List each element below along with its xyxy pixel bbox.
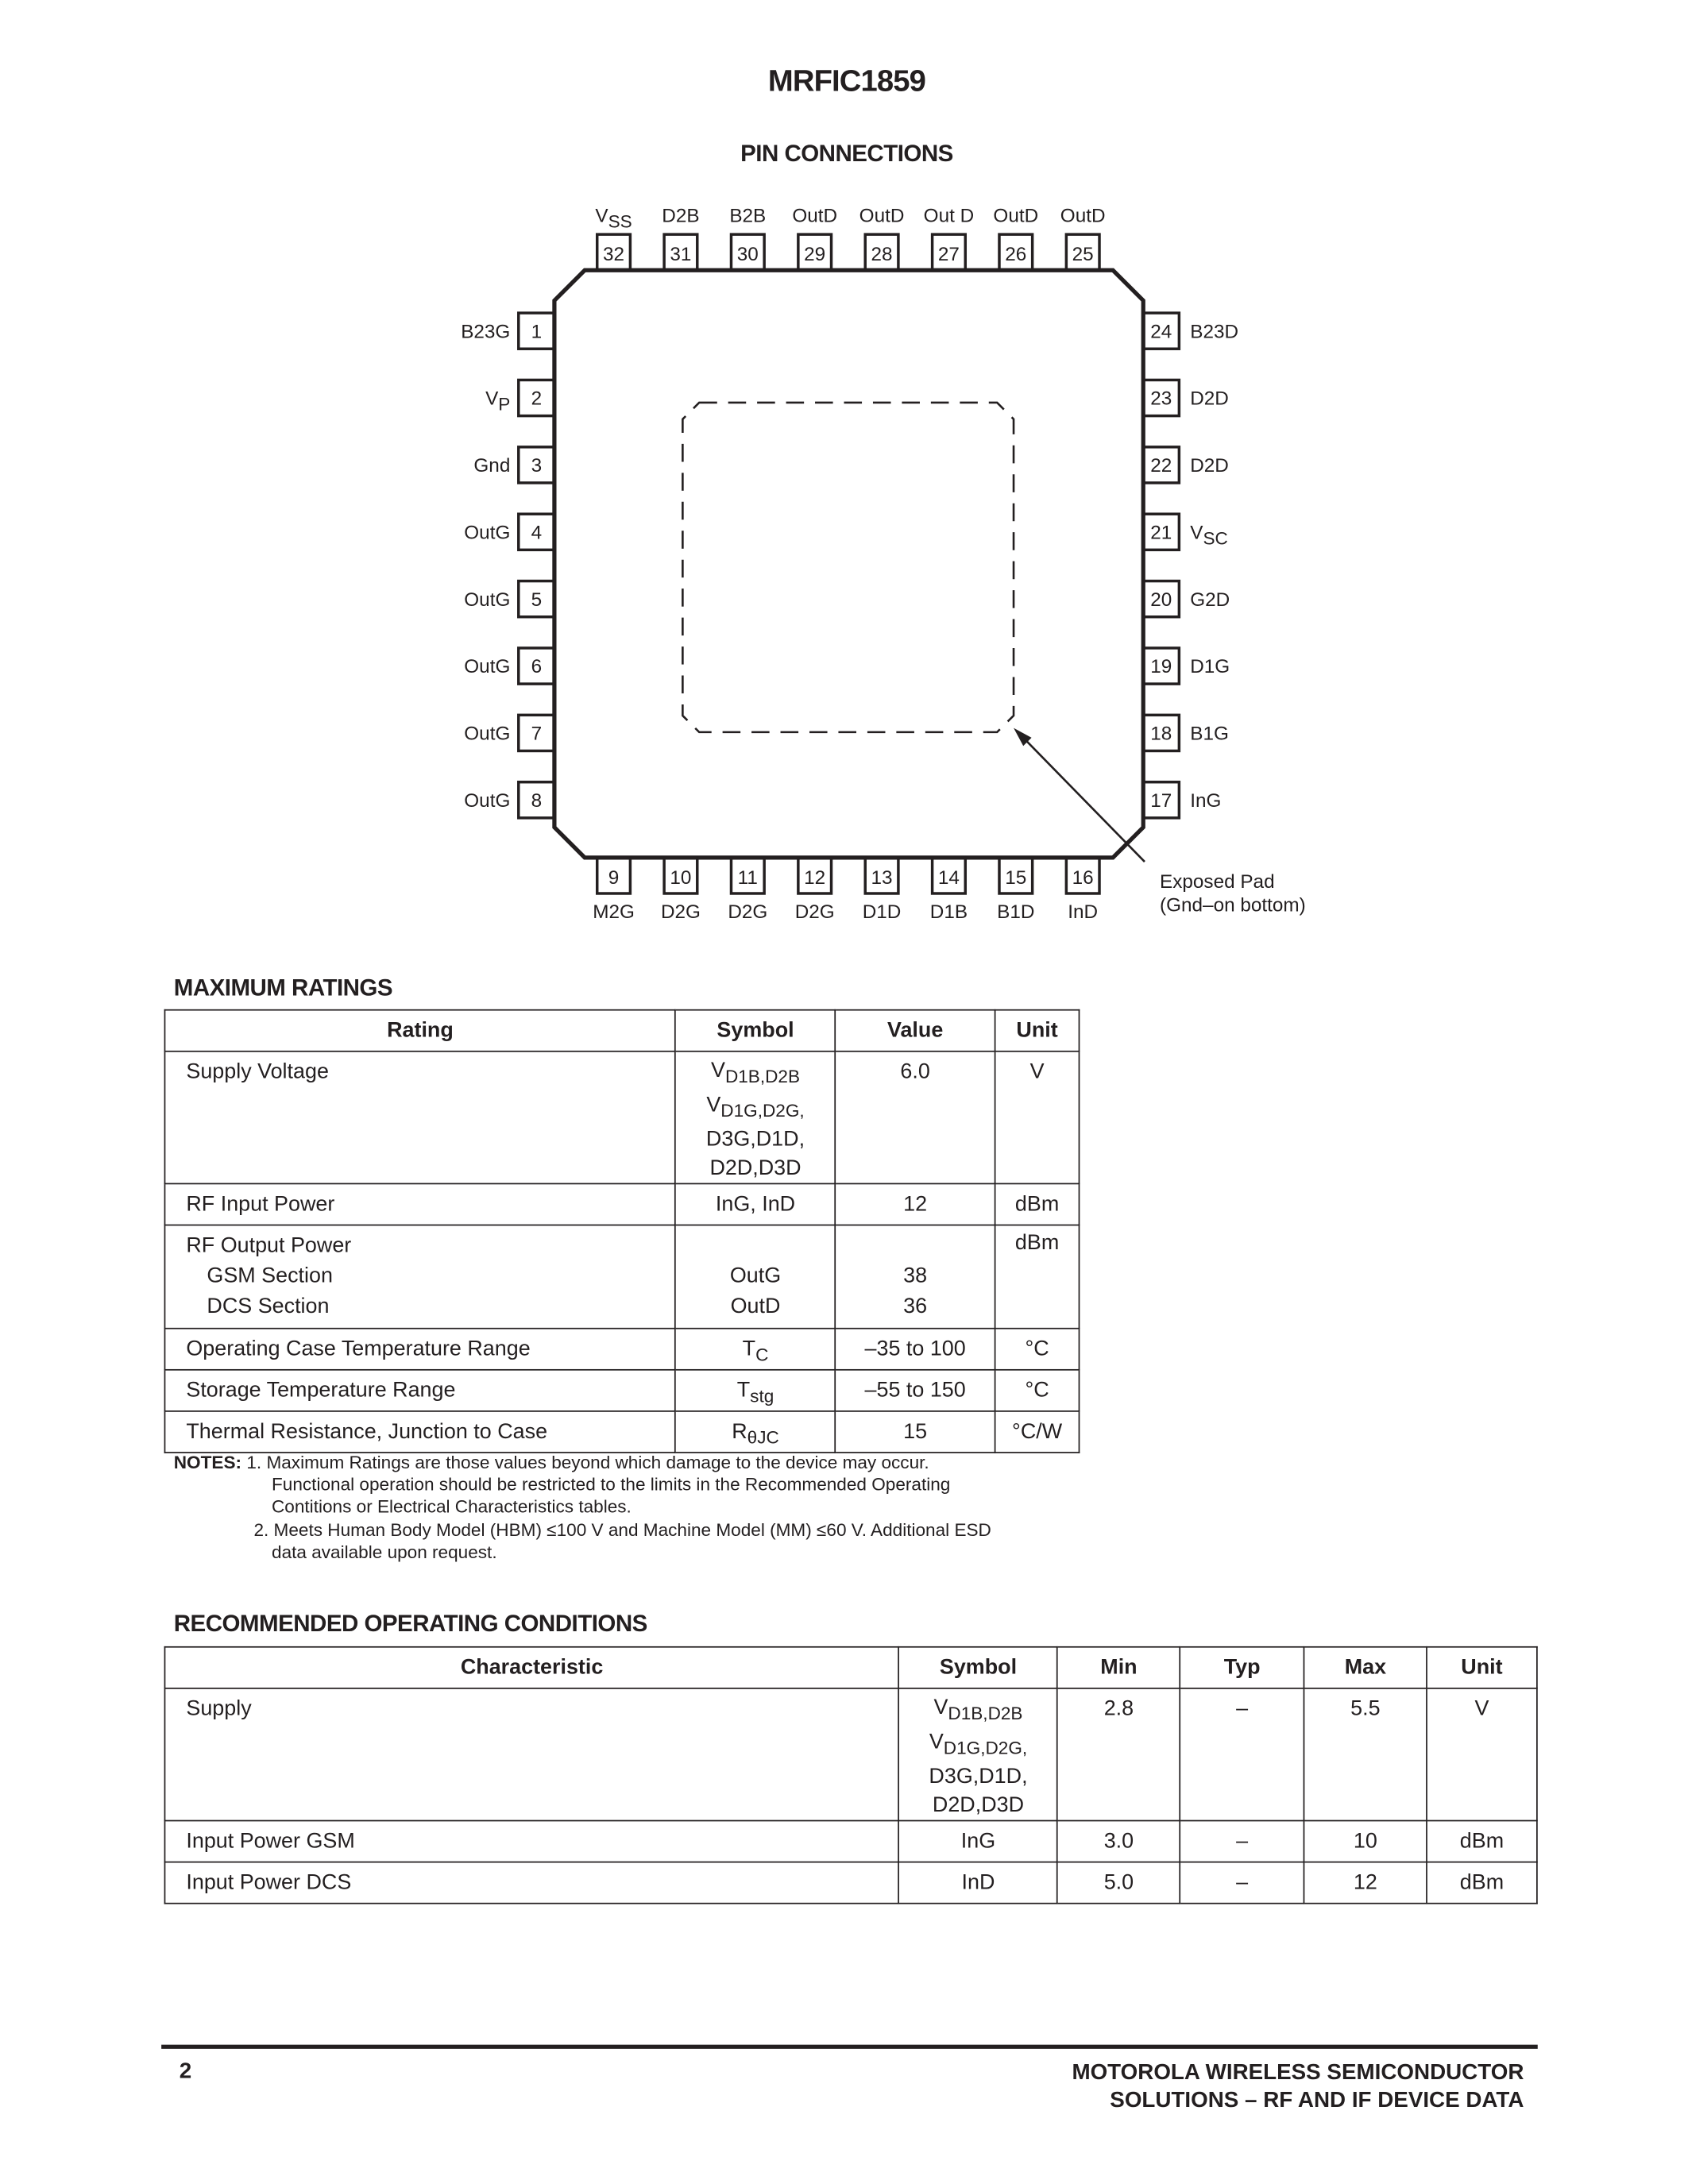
symbol-cont: D2D,D3D (709, 1156, 802, 1181)
pin-21 (1143, 514, 1228, 550)
pin-24 (1143, 313, 1238, 349)
value-cell: 15 (836, 1411, 995, 1453)
pin-number: 13 (871, 866, 893, 889)
pin-name: B2B (729, 205, 767, 227)
symbol-cell: InD (899, 1862, 1058, 1904)
symbol: OutD (730, 1295, 781, 1318)
pin-number: 1 (531, 321, 543, 343)
value: 36 (903, 1295, 928, 1318)
pin-16 (1066, 858, 1099, 923)
pin-number: 31 (670, 244, 692, 266)
symbol-cell (899, 1688, 1058, 1821)
typ-cell: – (1180, 1688, 1304, 1821)
col-header: Typ (1180, 1647, 1304, 1688)
pin-name: M2G (593, 901, 635, 924)
pin-name: D2G (794, 901, 835, 924)
col-header: Min (1057, 1647, 1180, 1688)
char-cell: Input Power GSM (164, 1821, 898, 1862)
pin-25 (1060, 206, 1106, 271)
symbol-cell (675, 1411, 835, 1453)
pin-number: 10 (670, 866, 692, 889)
pin-18 (1143, 715, 1229, 751)
pin-20 (1143, 581, 1230, 617)
pin-name: InG (1190, 789, 1222, 812)
pin-15 (997, 858, 1034, 923)
note-text: Maximum Ratings are those values beyond which damage to the device may occur. (266, 1452, 929, 1473)
symbol-sub: D1B,D2B (948, 1703, 1023, 1724)
unit-cell: °C (995, 1370, 1080, 1411)
pin-3 (473, 447, 554, 483)
pin-19 (1143, 648, 1230, 684)
min-cell: 5.0 (1057, 1862, 1180, 1904)
col-header: Value (836, 1010, 995, 1051)
pin-number: 17 (1150, 789, 1172, 812)
table-row (164, 1821, 1536, 1862)
pin-name: Gnd (473, 455, 511, 477)
footer-line: MOTOROLA WIRELESS SEMICONDUCTOR (1072, 2061, 1524, 2085)
pin-13 (863, 858, 902, 923)
rating-cell: RF Input Power (164, 1183, 675, 1225)
dcs-label: DCS Section (207, 1295, 330, 1318)
char-cell: Input Power DCS (164, 1862, 898, 1904)
col-header: Symbol (899, 1647, 1058, 1688)
table-row (164, 1329, 1079, 1370)
typ-cell: – (1180, 1862, 1304, 1904)
pin-number: 19 (1150, 656, 1172, 678)
symbol-cell: InG, InD (675, 1183, 835, 1225)
part-number-title: MRFIC1859 (767, 63, 926, 98)
col-header: Rating (164, 1010, 675, 1051)
note-number: 1. (246, 1452, 262, 1473)
pin-name: D2D (1190, 388, 1229, 410)
pin-29 (792, 206, 837, 271)
pin-number: 26 (1005, 244, 1027, 266)
symbol: T (736, 1379, 751, 1403)
pin-number: 20 (1150, 588, 1172, 611)
table-header-row (164, 1010, 1079, 1051)
unit-cell: dBm (1427, 1821, 1537, 1862)
pin-6 (464, 648, 554, 684)
symbol: OutG (729, 1264, 782, 1288)
unit-cell: V (1427, 1688, 1537, 1821)
pin-name: D1B (929, 901, 968, 924)
pin-12 (795, 858, 835, 923)
pin-number: 3 (531, 455, 543, 477)
pin-32 (595, 206, 632, 271)
exposed-pad-outline (682, 403, 1014, 732)
pin-name: VP (485, 388, 511, 415)
pin-4 (464, 514, 554, 550)
table-row (164, 1862, 1536, 1904)
pin-number: 21 (1150, 522, 1172, 544)
pin-number: 16 (1072, 866, 1094, 889)
symbol: V (933, 1696, 948, 1719)
pin-9 (593, 858, 635, 923)
symbol-cell (675, 1051, 835, 1184)
max-ratings-title: MAXIMUM RATINGS (173, 974, 393, 1001)
note-text: data available upon request. (272, 1541, 497, 1562)
note-number: 2. (253, 1518, 269, 1540)
pin-number: 8 (531, 789, 543, 812)
symbol-cell (675, 1329, 835, 1370)
notes (174, 1452, 991, 1564)
pin-number: 11 (737, 866, 758, 889)
pin-number: 30 (736, 244, 759, 266)
unit-cell: dBm (995, 1183, 1080, 1225)
pin-number: 24 (1150, 321, 1172, 343)
max-cell: 5.5 (1304, 1688, 1427, 1821)
col-header: Unit (1427, 1647, 1537, 1688)
pin-name: B23G (461, 321, 511, 343)
pin-name: B1G (1190, 723, 1229, 745)
pin-11 (728, 858, 767, 923)
symbol-cont: D2D,D3D (932, 1793, 1025, 1818)
footer-text (1072, 2060, 1524, 2115)
max-cell: 12 (1304, 1862, 1427, 1904)
pin-number: 18 (1150, 723, 1172, 745)
symbol-sub: θJC (747, 1426, 779, 1448)
unit-cell: °C/W (995, 1411, 1080, 1453)
pin-name: InD (1068, 901, 1099, 924)
table-header-row (164, 1647, 1536, 1688)
footer-rule (161, 2045, 1538, 2049)
symbol-cont: D3G,D1D, (705, 1128, 805, 1152)
value-cell: 6.0 (836, 1051, 995, 1184)
table-row (164, 1370, 1079, 1411)
pin-number: 14 (937, 866, 960, 889)
table-row (164, 1225, 1079, 1329)
exposed-pad-label: Exposed Pad (1160, 871, 1275, 893)
rating-cell: Storage Temperature Range (164, 1370, 675, 1411)
rating-cell: Operating Case Temperature Range (164, 1329, 675, 1370)
pin-number: 22 (1150, 455, 1172, 477)
pin-name: OutG (464, 522, 511, 544)
symbol-sub: C (755, 1344, 769, 1365)
value: 38 (903, 1264, 928, 1288)
pin-name: OutG (464, 789, 511, 812)
value-cell: 12 (836, 1183, 995, 1225)
min-cell: 2.8 (1057, 1688, 1180, 1821)
pin-name: D2G (728, 901, 768, 924)
pin-number: 5 (531, 588, 543, 611)
symbol-sub: D1G,D2G, (720, 1100, 805, 1121)
symbol: T (742, 1337, 756, 1361)
symbol-sub: D1B,D2B (724, 1066, 801, 1087)
pin-name: VSC (1190, 522, 1228, 549)
footer-line: SOLUTIONS – RF AND IF DEVICE DATA (1110, 2089, 1524, 2113)
pin-number: 7 (531, 723, 543, 745)
symbol: V (710, 1059, 725, 1082)
pin-2 (485, 380, 554, 415)
pin-name: D2B (662, 205, 700, 227)
pin-number: 6 (531, 656, 543, 678)
pin-name: OutG (464, 588, 511, 611)
max-cell: 10 (1304, 1821, 1427, 1862)
pin-name: G2D (1190, 588, 1230, 611)
pin-name: Out D (923, 205, 975, 227)
pin-14 (930, 858, 968, 923)
notes-label: NOTES: (173, 1452, 242, 1473)
pin-number: 27 (937, 244, 960, 266)
pin-number: 28 (871, 244, 893, 266)
symbol-cell: InG (899, 1821, 1058, 1862)
pin-number: 12 (804, 866, 826, 889)
symbol: V (706, 1093, 721, 1117)
pin-number: 9 (608, 866, 620, 889)
symbol-cell (675, 1370, 835, 1411)
rating-cell (164, 1225, 675, 1329)
exposed-pad-note: (Gnd–on bottom) (1160, 894, 1306, 916)
pin-7 (464, 715, 554, 751)
pin-5 (464, 581, 554, 617)
symbol-sub: stg (750, 1385, 774, 1406)
pin-number: 23 (1150, 388, 1172, 410)
table-row (164, 1411, 1079, 1453)
pin-27 (924, 206, 974, 271)
pin-1 (461, 313, 554, 349)
pin-17 (1143, 782, 1221, 818)
pin-name: D2D (1190, 455, 1229, 477)
symbol-sub: D1G,D2G, (943, 1737, 1028, 1758)
value-cell: –35 to 100 (836, 1329, 995, 1370)
rating-cell: Thermal Resistance, Junction to Case (164, 1411, 675, 1453)
pin-31 (662, 206, 699, 271)
pin-number: 4 (531, 522, 543, 544)
pin-connections-title: PIN CONNECTIONS (740, 141, 953, 168)
pin-name: D1G (1190, 656, 1230, 678)
unit-cell: °C (995, 1329, 1080, 1370)
pin-diagram (0, 0, 1688, 965)
pin-26 (993, 206, 1038, 271)
unit-cell: V (995, 1051, 1080, 1184)
col-header: Symbol (675, 1010, 835, 1051)
symbol-cell (675, 1225, 835, 1329)
unit-cell: dBm (995, 1225, 1080, 1329)
typ-cell: – (1180, 1821, 1304, 1862)
col-header: Characteristic (164, 1647, 898, 1688)
pin-28 (859, 206, 905, 271)
pin-name: OutD (1060, 205, 1106, 227)
pin-name: B1D (997, 901, 1035, 924)
rec-conditions-table (164, 1646, 1538, 1904)
pin-name: D1D (862, 901, 902, 924)
pin-10 (661, 858, 701, 923)
pin-number: 29 (804, 244, 826, 266)
table-row (164, 1688, 1536, 1821)
note-text: Contitions or Electrical Characteristics tables. (272, 1496, 632, 1518)
unit-cell: dBm (1427, 1862, 1537, 1904)
value-cell: –55 to 150 (836, 1370, 995, 1411)
pin-number: 2 (531, 388, 543, 410)
gsm-label: GSM Section (207, 1264, 333, 1288)
rating-label: RF Output Power (186, 1233, 352, 1258)
pin-number: 15 (1005, 866, 1027, 889)
pin-name: D2G (660, 901, 701, 924)
symbol: V (929, 1730, 944, 1754)
page-number: 2 (179, 2059, 192, 2084)
rating-cell: Supply Voltage (164, 1051, 675, 1184)
pin-30 (729, 206, 766, 271)
table-row (164, 1051, 1079, 1184)
col-header: Unit (995, 1010, 1080, 1051)
symbol: R (732, 1420, 747, 1444)
pin-name: OutD (792, 205, 838, 227)
pin-name: OutD (993, 205, 1039, 227)
col-header: Max (1304, 1647, 1427, 1688)
value-cell (836, 1225, 995, 1329)
pin-name: OutG (464, 723, 511, 745)
exposed-pad-arrow (1021, 735, 1145, 862)
pin-name: VSS (595, 205, 632, 232)
char-cell: Supply (164, 1688, 898, 1821)
pin-number: 25 (1072, 244, 1094, 266)
min-cell: 3.0 (1057, 1821, 1180, 1862)
pin-number: 32 (603, 244, 625, 266)
table-row (164, 1183, 1079, 1225)
note-text: Meets Human Body Model (HBM) ≤100 V and Machine Model (MM) ≤60 V. Additional ESD (273, 1518, 991, 1540)
pin-8 (464, 782, 554, 818)
pin-22 (1143, 447, 1229, 483)
pin-23 (1143, 380, 1229, 415)
symbol-cont: D3G,D1D, (929, 1765, 1028, 1788)
pin-name: B23D (1190, 321, 1239, 343)
max-ratings-table (164, 1009, 1080, 1453)
pin-name: OutG (464, 656, 511, 678)
pin-name: OutD (859, 205, 905, 227)
note-text: Functional operation should be restricted to the limits in the Recommended Operating (272, 1474, 951, 1495)
rec-conditions-title: RECOMMENDED OPERATING CONDITIONS (173, 1610, 647, 1637)
